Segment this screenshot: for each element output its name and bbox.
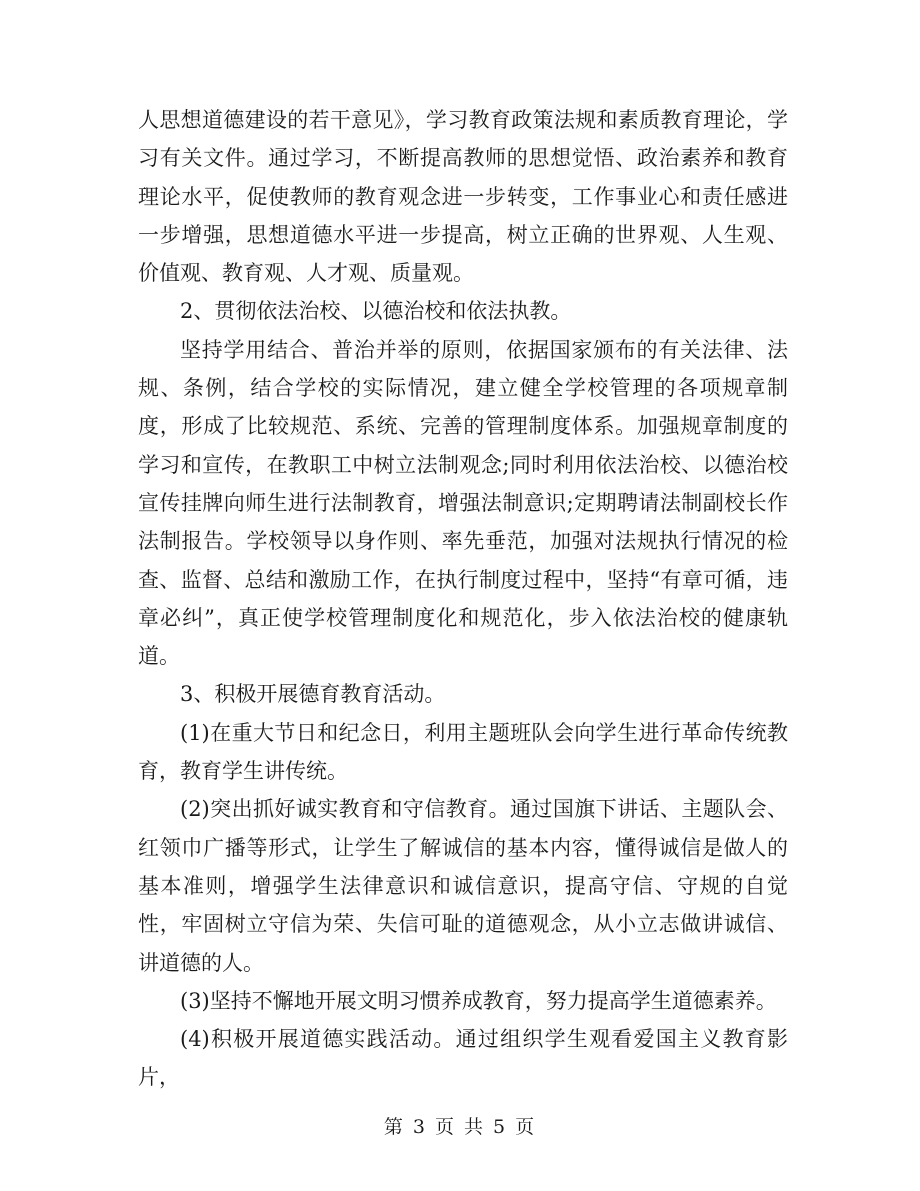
paragraph-4-heading: 3、积极开展德育教育活动。 — [180, 682, 446, 707]
paragraph-6: (2)突出抓好诚实教育和守信教育。通过国旗下讲话、主题队会、红领巾广播等形式，让学生了解诚信的基本内容，懂得诚信是做人的基本准则，增强学生法律意识和诚信意识，提高守信、守规的自觉性，牢固树立守信为荣、失信可耻的道德观念，从小立志做讲诚信、讲道德的人。 — [138, 797, 788, 975]
paragraph-5: (1)在重大节日和纪念日，利用主题班队会向学生进行革命传统教育，教育学生讲传统。 — [138, 720, 788, 784]
paragraph-2-heading: 2、贯彻依法治校、以德治校和依法执教。 — [180, 299, 572, 324]
document-body — [138, 101, 788, 1097]
paragraph-1: 人思想道德建设的若干意见》，学习教育政策法规和素质教育理论，学习有关文件。通过学习，不断提高教师的思想觉悟、政治素养和教育理论水平，促使教师的教育观念进一步转变，工作事业心和责任感进一步增强，思想道德水平进一步提高，树立正确的世界观、人生观、价值观、教育观、人才观、质量观。 — [138, 108, 788, 286]
page-footer: 第 3 页 共 5 页 — [383, 1116, 537, 1138]
paragraph-3: 坚持学用结合、普治并举的原则，依据国家颁布的有关法律、法规、条例，结合学校的实际情况，建立健全学校管理的各项规章制度，形成了比较规范、系统、完善的管理制度体系。加强规章制度的学习和宣传，在教职工中树立法制观念;同时利用依法治校、以德治校宣传挂牌向师生进行法制教育，增强法制意识;定期聘请法制副校长作法制报告。学校领导以身作则、率先垂范，加强对法规执行情况的检查、监督、总结和激励工作，在执行制度过程中，坚持“有章可循，违章必纠”，真正使学校管理制度化和规范化，步入依法治校的健康轨道。 — [138, 337, 788, 669]
paragraph-8: (4)积极开展道德实践活动。通过组织学生观看爱国主义教育影片， — [138, 1027, 788, 1090]
paragraph-7: (3)坚持不懈地开展文明习惯养成教育，努力提高学生道德素养。 — [180, 988, 777, 1013]
